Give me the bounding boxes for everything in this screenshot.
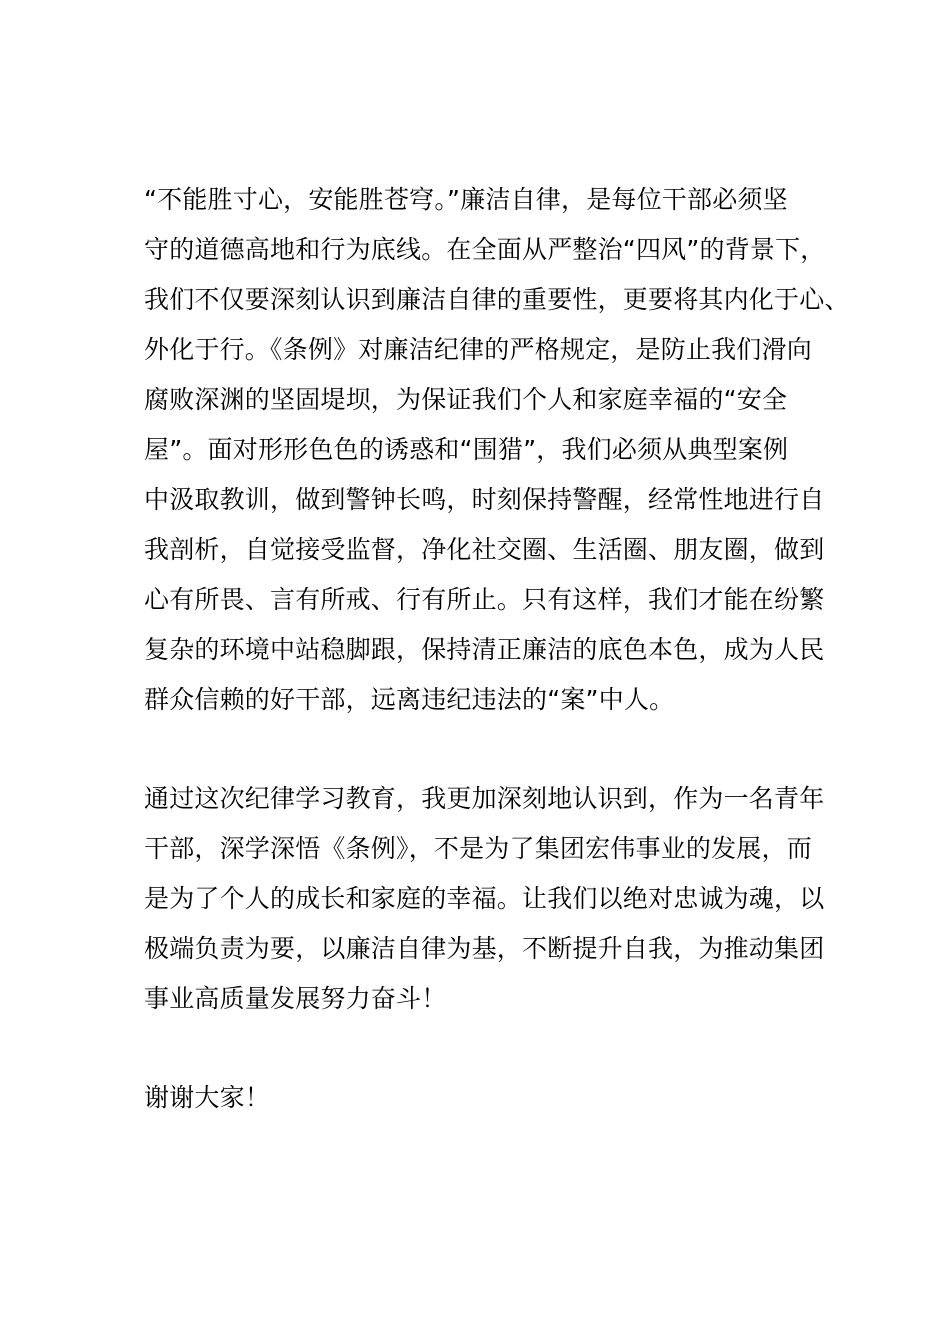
text-line: 事业高质量发展努力奋斗！ <box>144 984 447 1013</box>
text-line: 是为了个人的成长和家庭的幸福。让我们以绝对忠诚为魂，以 <box>144 884 825 913</box>
paragraph-conclusion <box>144 774 824 1024</box>
paragraph-thanks <box>144 1073 824 1123</box>
text-line: 复杂的环境中站稳脚跟，保持清正廉洁的底色本色，成为人民 <box>144 635 825 664</box>
text-line: 我剖析，自觉接受监督，净化社交圈、生活圈、朋友圈，做到 <box>144 535 825 564</box>
text-line: 极端负责为要，以廉洁自律为基，不断提升自我，为推动集团 <box>144 934 825 963</box>
text-line: 我们不仅要深刻认识到廉洁自律的重要性，更要将其内化于心、 <box>144 285 850 314</box>
text-line: 通过这次纪律学习教育，我更加深刻地认识到，作为一名青年 <box>144 784 825 813</box>
text-line: 群众信赖的好干部，远离违纪违法的“案”中人。 <box>144 685 675 714</box>
text-line: “不能胜寸心，安能胜苍穹。”廉洁自律，是每位干部必须坚 <box>144 185 788 214</box>
text-line: 腐败深渊的坚固堤坝，为保证我们个人和家庭幸福的“安全 <box>144 385 788 414</box>
text-line: 干部，深学深悟《条例》，不是为了集团宏伟事业的发展，而 <box>144 834 812 863</box>
text-line: 中汲取教训，做到警钟长鸣，时刻保持警醒，经常性地进行自 <box>144 485 825 514</box>
text-line: 心有所畏、言有所戒、行有所止。只有这样，我们才能在纷繁 <box>144 585 825 614</box>
text-line: 守的道德高地和行为底线。在全面从严整治“四风”的背景下， <box>144 235 826 264</box>
text-line: 谢谢大家！ <box>144 1083 271 1112</box>
text-line: 外化于行。《条例》对廉洁纪律的严格规定，是防止我们滑向 <box>144 335 812 364</box>
text-line: 屋”。面对形形色色的诱惑和“围猎”，我们必须从典型案例 <box>144 435 789 464</box>
paragraph-integrity <box>144 175 850 725</box>
